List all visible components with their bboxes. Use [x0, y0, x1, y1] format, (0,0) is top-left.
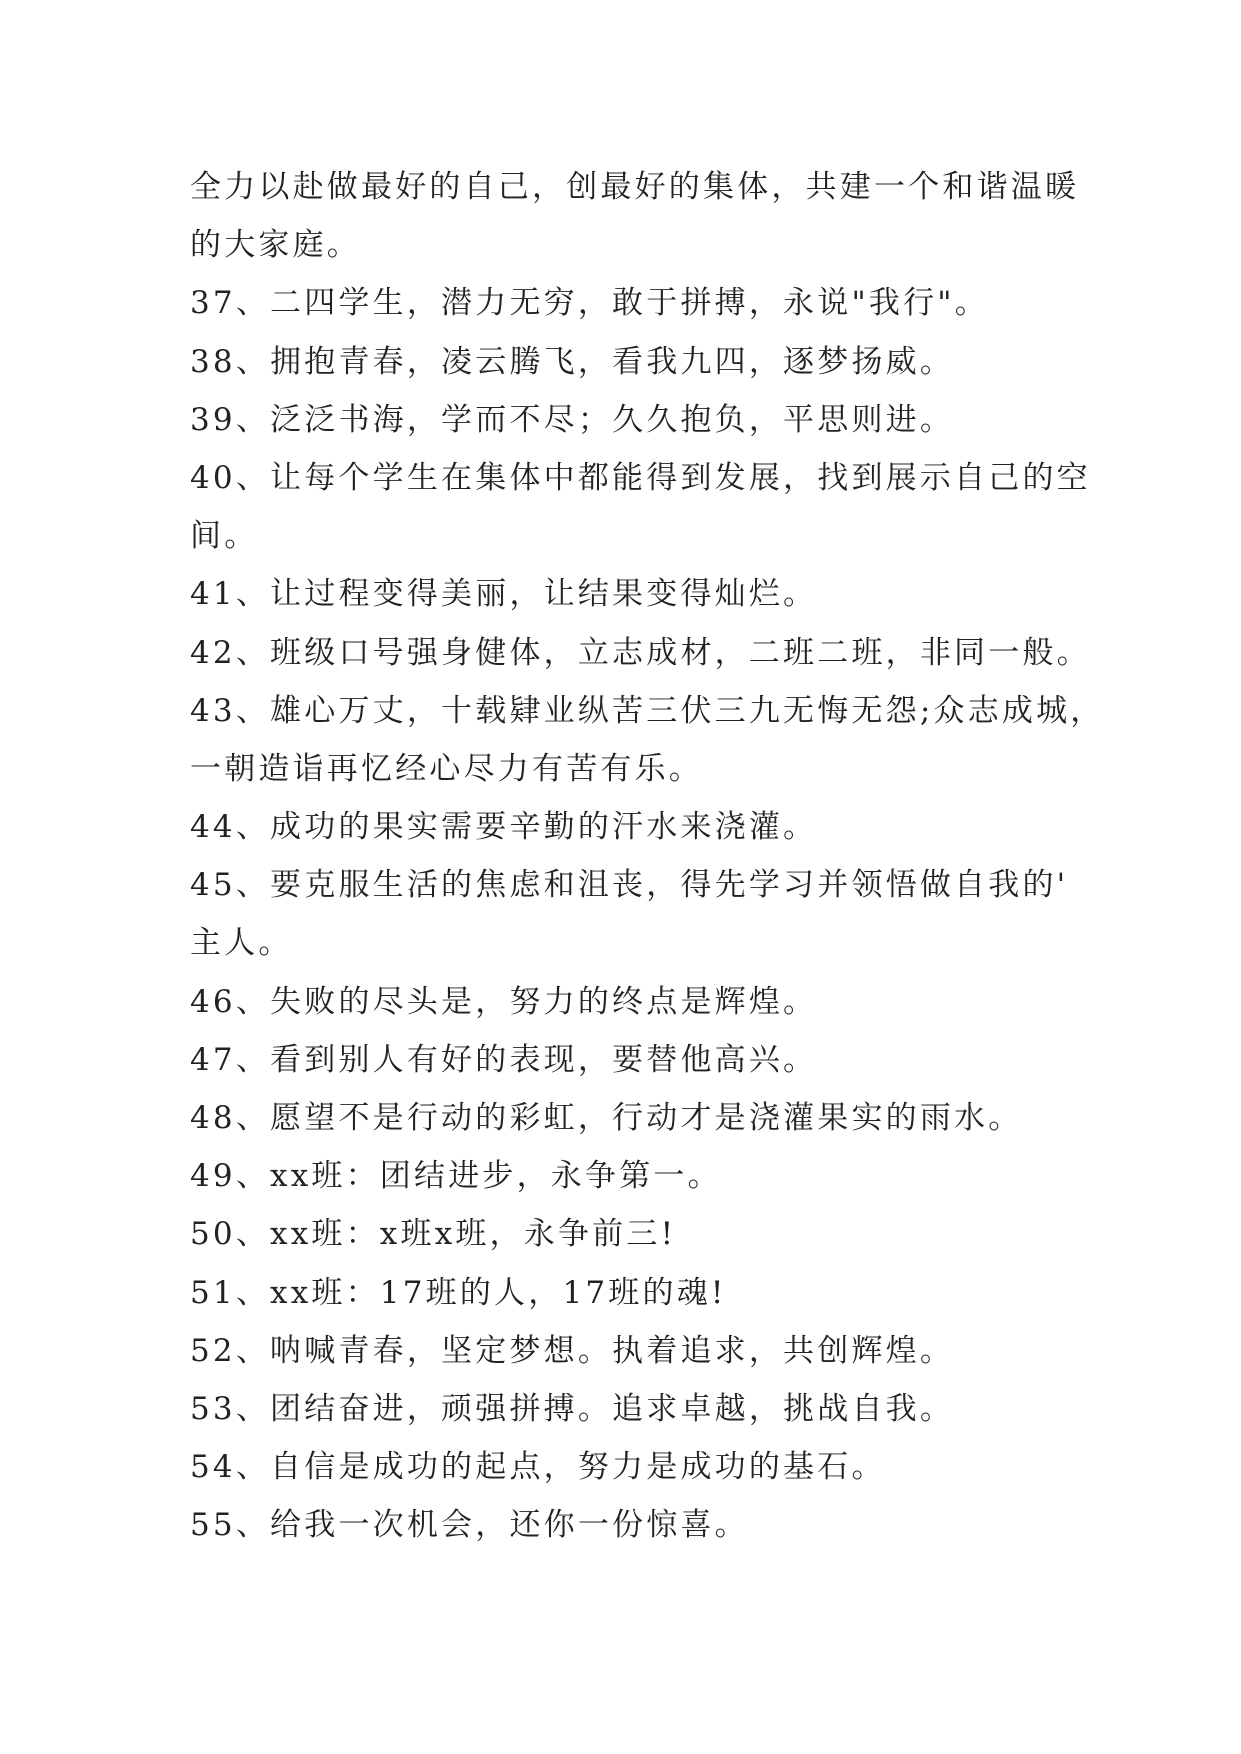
text-line: 45、要克服生活的焦虑和沮丧，得先学习并领悟做自我的' — [190, 867, 1069, 904]
text-line: 44、成功的果实需要辛勤的汗水来浇灌。 — [190, 809, 818, 846]
text-line: 41、让过程变得美丽，让结果变得灿烂。 — [190, 576, 818, 613]
text-line: 49、xx班：团结进步，永争第一。 — [190, 1158, 722, 1195]
text-line: 主人。 — [190, 925, 293, 962]
text-line: 54、自信是成功的起点，努力是成功的基石。 — [190, 1449, 886, 1486]
text-line: 一朝造诣再忆经心尽力有苦有乐。 — [190, 750, 703, 787]
text-line: 55、给我一次机会，还你一份惊喜。 — [190, 1507, 749, 1544]
text-line: 53、团结奋进，顽强拼搏。追求卓越，挑战自我。 — [190, 1390, 955, 1427]
text-line: 51、xx班：17班的人，17班的魂! — [190, 1274, 727, 1311]
text-line: 40、让每个学生在集体中都能得到发展，找到展示自己的空 — [190, 459, 1091, 496]
text-line: 50、xx班：x班x班，永争前三! — [190, 1216, 677, 1253]
text-line: 全力以赴做最好的自己，创最好的集体，共建一个和谐温暖 — [190, 169, 1080, 205]
text-line: 38、拥抱青春，凌云腾飞，看我九四，逐梦扬威。 — [190, 343, 955, 380]
text-line: 46、失败的尽头是，努力的终点是辉煌。 — [190, 983, 818, 1020]
text-line: 的大家庭。 — [190, 227, 361, 264]
text-line: 39、泛泛书海，学而不尽；久久抱负，平思则进。 — [190, 401, 955, 438]
text-line: 48、愿望不是行动的彩虹，行动才是浇灌果实的雨水。 — [190, 1100, 1023, 1136]
text-line: 47、看到别人有好的表现，要替他高兴。 — [190, 1041, 818, 1078]
document-body — [190, 158, 1105, 1555]
text-line: 43、雄心万丈，十载肄业纵苦三伏三九无悔无怨;众志成城， — [190, 692, 1105, 729]
text-line: 37、二四学生，潜力无穷，敢于拼搏，永说"我行"。 — [190, 285, 989, 322]
text-line: 42、班级口号强身健体，立志成材，二班二班，非同一般。 — [190, 634, 1091, 671]
text-line: 间。 — [190, 518, 259, 555]
text-line: 52、呐喊青春，坚定梦想。执着追求，共创辉煌。 — [190, 1332, 955, 1369]
